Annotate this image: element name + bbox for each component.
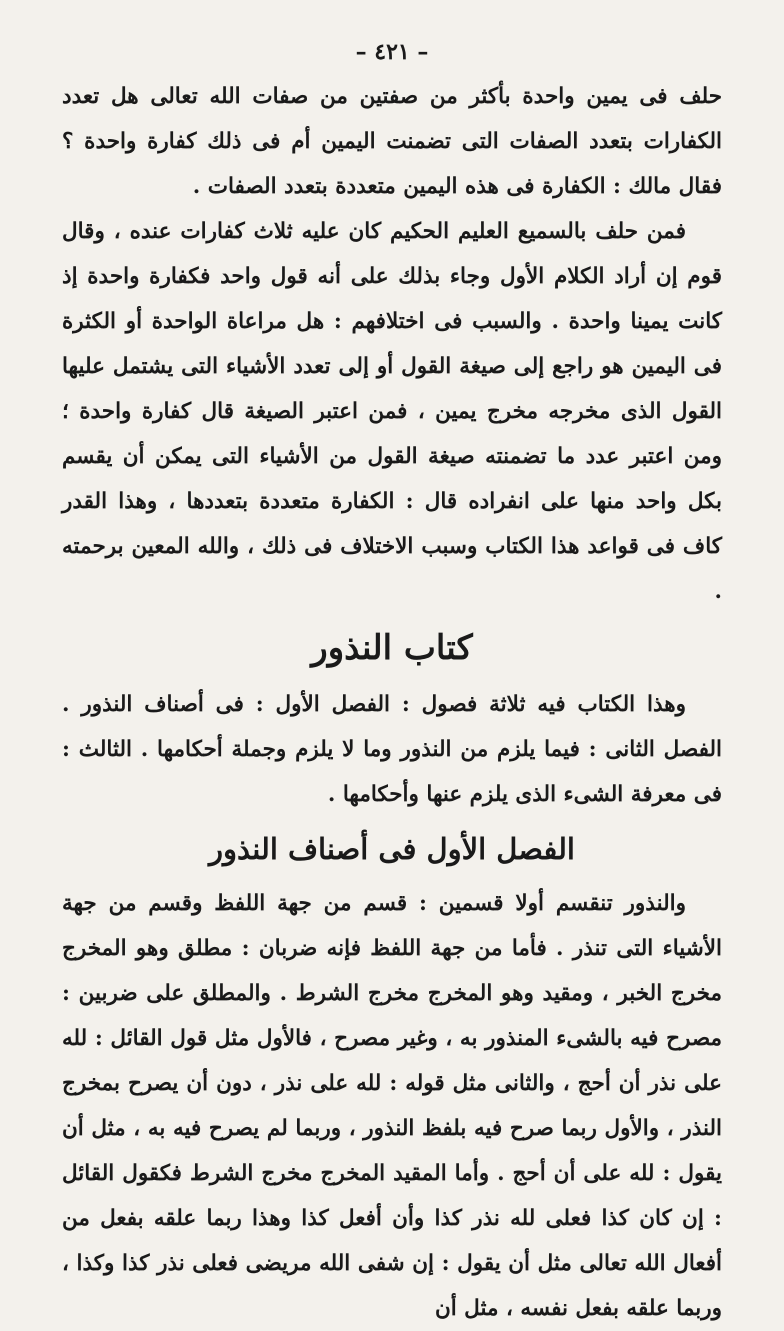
chapter-title: الفصل الأول فى أصناف النذور xyxy=(209,832,575,866)
page-number: – ٤٢١ – xyxy=(355,39,429,65)
paragraph-vow-types: والنذور تنقسم أولا قسمين : قسم من جهة اللفظ وقسم من جهة الأشياء التى تنذر . فأما من جهة اللفظ فإنه ضربان : مطلق وهو المخرج مخرج الخبر ، ومقيد وهو المخرج مخرج الشرط . والمطلق على ضربين : مصرح فيه بالشىء المنذور به ، وغير مصرح ، فالأول مثل قول القائل : لله على نذر أن أحج ، والثانى مثل قوله : لله على نذر ، دون أن يصرح بمخرج النذر ، والأول ربما صرح فيه بلفظ النذور ، وربما لم يصرح فيه به ، مثل أن يقول : لله على أن أحج . وأما المقيد المخرج مخرج الشرط فكقول القائل : إن كان كذا فعلى لله نذر كذا وأن أفعل كذا وهذا ربما علقه بفعل من أفعال الله تعالى مثل أن يقول : إن شفى الله مريضى فعلى نذر كذا وكذا ، وربما علقه بفعل نفسه ، مثل أن xyxy=(62,891,722,1321)
book-title: كتاب النذور xyxy=(311,628,473,668)
paragraph-oaths-continued: حلف فى يمين واحدة بأكثر من صفتين من صفات الله تعالى هل تعدد الكفارات بتعدد الصفات التى تضمنت اليمين أم فى ذلك كفارة واحدة ؟ فقال مالك : الكفارة فى هذه اليمين متعددة بتعدد الصفات . xyxy=(62,84,722,199)
paragraph-book-intro: وهذا الكتاب فيه ثلاثة فصول : الفصل الأول : فى أصناف النذور . الفصل الثانى : فيما يلزم من النذور وما لا يلزم وجملة أحكامها . الثالث : فى معرفة الشىء الذى يلزم عنها وأحكامها . xyxy=(62,692,722,807)
paragraph-oaths-disagreement: فمن حلف بالسميع العليم الحكيم كان عليه ثلاث كفارات عنده ، وقال قوم إن أراد الكلام الأول وجاء بذلك على أنه قول واحد فكفارة واحدة إذ كانت يمينا واحدة . والسبب فى اختلافهم : هل مراعاة الواحدة أو الكثرة فى اليمين هو راجع إلى صيغة القول أو إلى تعدد الأشياء التى يشتمل عليها القول الذى مخرجه مخرج يمين ، فمن اعتبر الصيغة قال كفارة واحدة ؛ ومن اعتبر عدد ما تضمنته صيغة القول من الأشياء التى يمكن أن يقسم بكل واحد منها على انفراده قال : الكفارة متعددة بتعددها ، وهذا القدر كاف فى قواعد هذا الكتاب وسبب الاختلاف فى ذلك ، والله المعين برحمته . xyxy=(62,219,722,604)
